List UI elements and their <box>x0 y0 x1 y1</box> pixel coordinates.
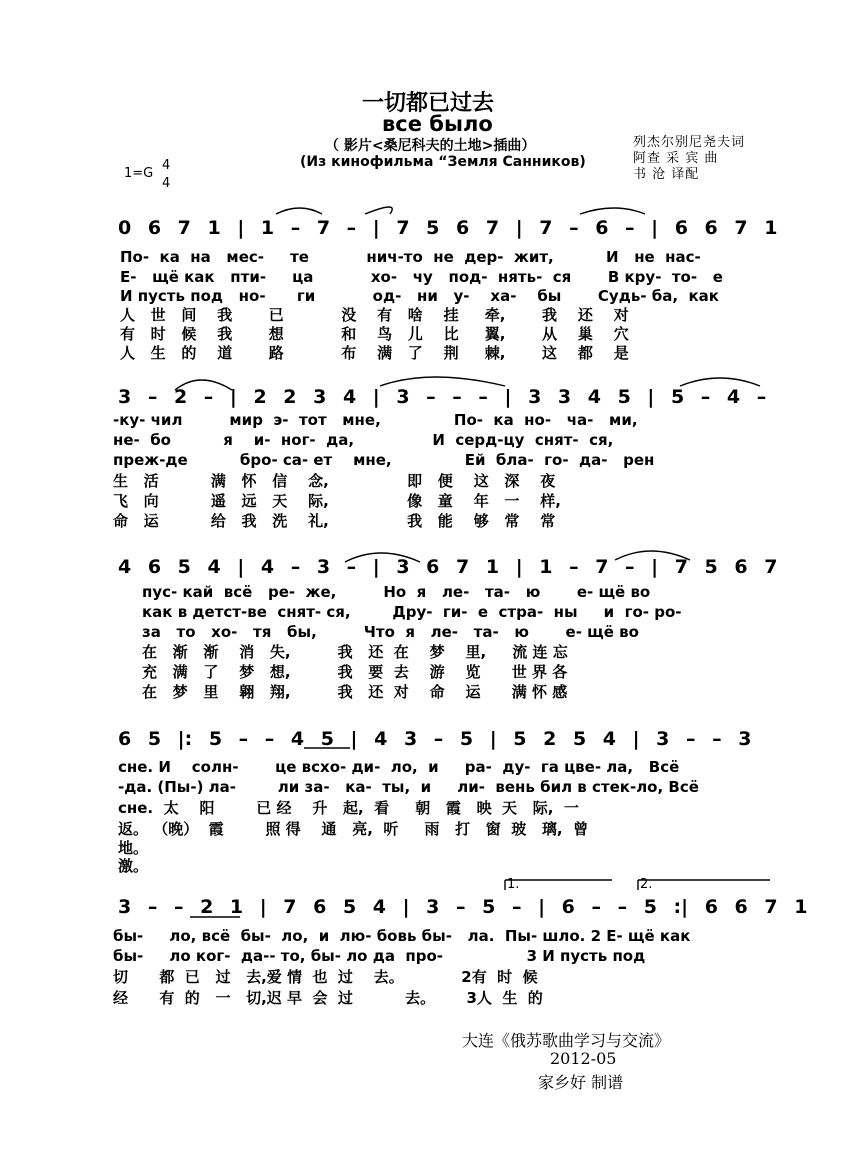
lyric-line-2-4: 生 活 满 怀 信 念, 即 便 这 深 夜 <box>113 472 556 490</box>
time-signature-top: 4 <box>162 158 171 173</box>
lyric-line-2-5: 飞 向 遥 远 天 际, 像 童 年 一 样, <box>113 492 561 510</box>
lyric-line-4-1: сне. И солн- це всхо- ди- ло, и ра- ду- га цве- ла, Всё <box>118 758 680 776</box>
notation-line-5: 3 – – 2 1 | 7 6 5 4 | 3 – 5 – | 6 – – 5 :| 6 6 7 1 <box>118 896 808 918</box>
lyric-line-3-4: 在 渐 渐 消 失, 我 还 在 梦 里, 流 连 忘 <box>142 643 568 661</box>
lyric-line-4-4: 返。 （晚） 霞 照 得 通 亮, 听 雨 打 窗 玻 璃, 曾 <box>118 820 589 838</box>
notation-line-4: 6 5 |: 5 – – 4 5 | 4 3 – 5 | 5 2 5 4 | 3 – – 3 <box>118 728 752 750</box>
slur-mark <box>380 377 505 386</box>
lyric-line-3-5: 充 满 了 梦 想, 我 要 去 游 览 世 界 各 <box>142 663 568 681</box>
notation-line-1: 0 6 7 1 | 1 – 7 – | 7 5 6 7 | 7 – 6 – | 6 6 7 1 <box>118 217 778 239</box>
lyric-line-3-3: за то хо- тя бы, Что я ле- та- ю е- щё во <box>142 623 639 641</box>
song-title-russian: все было <box>382 112 493 136</box>
lyric-line-5-3: 切 都 已 过 去,爱 情 也 过 去。 2有 时 候 <box>113 968 538 986</box>
lyric-line-2-1: -ку- чил мир э- тот мне, По- ка но- ча- ми, <box>113 411 638 429</box>
lyric-line-4-5: 地。 <box>118 839 149 857</box>
time-signature-bottom: 4 <box>162 176 171 191</box>
volta-2-label: 2. <box>640 877 653 892</box>
slur-mark <box>276 208 322 214</box>
lyric-line-1-6: 人 生 的 道 路 布 满 了 荆 棘, 这 都 是 <box>120 344 629 362</box>
lyric-line-1-3: И пусть под но- ги од- ни у- ха- бы Судь- ба, как <box>120 287 719 305</box>
footer-source: 大连《俄苏歌曲学习与交流》 <box>462 1031 671 1050</box>
slur-mark <box>680 378 760 386</box>
lyric-line-5-2: бы- ло ког- да-- то, бы- ло да про- 3 И пусть под <box>113 947 646 965</box>
slur-mark <box>365 207 392 214</box>
lyric-line-2-6: 命 运 给 我 洗 礼, 我 能 够 常 常 <box>113 512 556 530</box>
subtitle-russian: (Из кинофильма “Земля Санников) <box>300 154 586 170</box>
lyric-line-2-2: не- бо я и- ног- да, И серд-цу снят- ся, <box>113 431 614 449</box>
song-title-chinese: 一切都已过去 <box>362 90 495 116</box>
credit-translator: 书 沧 译配 <box>633 167 700 182</box>
lyric-line-3-6: 在 梦 里 翱 翔, 我 还 对 命 运 满 怀 感 <box>142 683 568 701</box>
footer-maker: 家乡好 制谱 <box>538 1073 624 1092</box>
slur-mark <box>345 553 420 562</box>
credit-lyricist: 列杰尔别尼尧夫词 <box>633 135 746 150</box>
credit-composer: 阿查 采 宾 曲 <box>633 151 719 166</box>
lyric-line-1-1: По- ка на мес- те нич-то не дер- жит, И не нас- <box>120 248 701 266</box>
slur-mark <box>175 380 232 390</box>
subtitle-chinese: （ 影片<桑尼科夫的土地>插曲） <box>325 138 536 154</box>
lyric-line-1-5: 有 时 候 我 想 和 鸟 儿 比 翼, 从 巢 穴 <box>120 325 629 343</box>
lyric-line-3-2: как в детст-ве снят- ся, Дру- ги- е стра- ны и го- ро- <box>142 603 682 621</box>
notation-line-3: 4 6 5 4 | 4 – 3 – | 3 6 7 1 | 1 – 7 – | 7 5 6 7 <box>118 556 778 578</box>
key-signature: 1=G <box>124 166 154 181</box>
lyric-line-2-3: преж-де бро- са- ет мне, Ей бла- го- да- рен <box>113 451 655 469</box>
volta-1-label: 1. <box>507 877 520 892</box>
lyric-line-5-1: бы- ло, всё бы- ло, и лю- бовь бы- ла. Пы- шло. 2 Е- щё как <box>113 927 691 945</box>
lyric-line-4-2: -да. (Пы-) ла- ли за- ка- ты, и ли- вень бил в стек-ло, Всё <box>118 778 699 796</box>
footer-date: 2012-05 <box>550 1049 617 1068</box>
slur-mark <box>615 551 690 560</box>
slur-mark <box>580 208 645 214</box>
lyric-line-4-6: 激。 <box>118 857 149 875</box>
lyric-line-1-2: Е- щё как пти- ца хо- чу под- нять- ся В кру- то- е <box>120 268 723 286</box>
lyric-line-5-4: 经 有 的 一 切,迟 早 会 过 去。 3人 生 的 <box>113 989 543 1007</box>
lyric-line-4-3: сне. 太 阳 已 经 升 起, 看 朝 霞 映 天 际, 一 <box>118 799 579 817</box>
notation-line-2: 3 – 2 – | 2 2 3 4 | 3 – – – | 3 3 4 5 | 5 – 4 – <box>118 386 767 408</box>
lyric-line-1-4: 人 世 间 我 已 没 有 啥 挂 牵, 我 还 对 <box>120 306 629 324</box>
lyric-line-3-1: пус- кай всё ре- же, Но я ле- та- ю е- щё во <box>142 583 651 601</box>
